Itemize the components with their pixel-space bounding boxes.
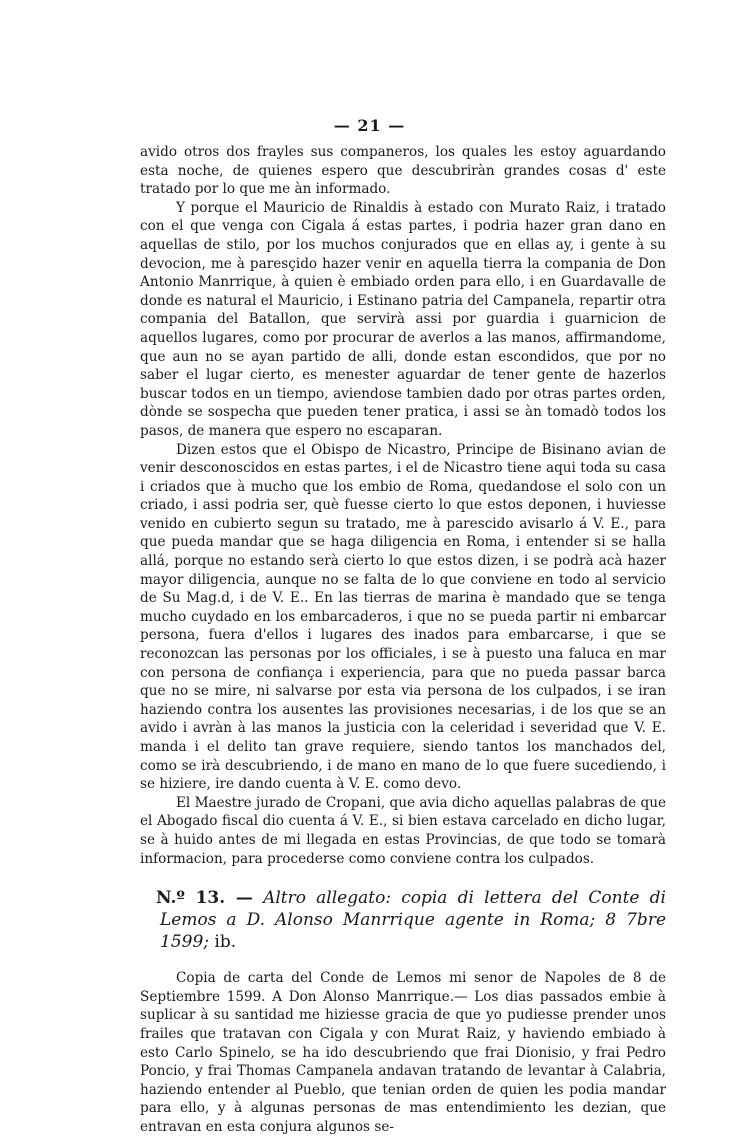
document-number: N.º 13. — [156,888,253,909]
document-reference: ib. [214,932,237,953]
paragraph: El Maestre jurado de Cropani, que avia dicho aquellas palabras de que el Abogado fiscal dio cuenta á V. E., si bien estava carcelado en dicho lugar, se à huido antes de mi llegada en estas Provincias, de que todo se tomarà informacion, para procederse como conviene contra los culpados. [140,794,666,867]
document-title: Altro allegato: copia di lettera del Conte di Lemos a D. Alonso Manrrique agente in Roma; 8 7bre 1599; [160,888,666,953]
page-number: — 21 — [333,116,406,135]
paragraph: Dizen estos que el Obispo de Nicastro, Principe de Bisinano avian de venir desconoscidos en estas partes, i el de Nicastro tiene aqui toda su casa i criados que à mucho que los embio de Roma, quedandose el solo con un criado, i assi podria ser, què fuesse cierto lo que estos deponen, i huviesse venido en cubierto segun su tratado, me à parescido avisarlo á V. E., para que pueda mandar que se haga diligencia en Roma, i entender si se halla allá, porque no estando serà cierto lo que estos dizen, i se podrà acà hazer mayor diligencia, aunque no se falta de lo que conviene en todo al servicio de Su Mag.d, i de V. E.. En las tierras de marina è mandado que se tenga mucho cuydado en los embarcaderos, i que no se pueda partir ni embarcar persona, fuera d'ellos i lugares des inados para embarcarse, i que se reconozcan las personas por los officiales, i se à puesto una faluca en mar con persona de confiança i experiencia, para que no pueda passar barca que no se mire, ni salvarse por esta via persona de los culpados, i se iran haziendo contra los ausentes las provisiones necesarias, i de los que se an avido i avràn à las manos la justicia con la celeridad i severidad que V. E. manda i el delito tan grave requiere, siendo tantos los manchados del, como se irà descubriendo, i de mano en mano de lo que fuere sucediendo, i se hiziere, ire dando cuenta à V. E. como devo. [140,441,666,793]
paragraph: Y porque el Mauricio de Rinaldis à estado con Murato Raiz, i tratado con el que venga con Cigala á estas partes, i podria hazer gran dano en aquellas de stilo, por los muchos conjurados que en ellas ay, i gente à su devocion, me à paresçido hazer venir en aquella tierra la compania de Don Antonio Manrrique, à quien è embiado orden para ello, i en Guardavalle de donde es natural el Mauricio, i Estinano patria del Campanela, repartir otra compania del Batallon, que servirà assi por guardia i guarnicion de aquellos lugares, como por procurar de averlos a las manos, affirmandome, que aun no se ayan partido de alli, donde estan escondidos, que por no saber el lugar cierto, es menester aguardar de tener gente de hazerlos buscar todos en un tiempo, aviendose tambien dado por otras partes orden, dònde se sospecha que pueden tener pratica, i assi se àn tomadò todos los pasos, de manera que espero no escaparan. [140,199,666,439]
paragraph: Copia de carta del Conde de Lemos mi senor de Napoles de 8 de Septiembre 1599. A Don Alonso Manrrique.— Los dias passados embie à suplicar à su santidad me hiziesse gracia de que yo pudiesse prender unos frailes que tratavan con Cigala y con Murat Raiz, y haviendo embiado à esto Carlo Spinelo, se ha ido descubriendo que frai Dionisio, y frai Pedro Poncio, y frai Thomas Campanela andavan tratando de levantar à Calabria, haziendo entender al Pueblo, que tenian orden de quien les podia mandar para ello, y à algunas personas de mas entendimiento les dezian, que entravan en esta conjura algunos se- [140,970,666,1135]
body-text [140,143,666,1137]
paragraph: avido otros dos frayles sus companeros, los quales les estoy aguardando esta noche, de quienes espero que descubriràn grandes cosas d' este tratado por lo que me àn informado. [140,144,666,198]
document-heading [140,887,666,953]
